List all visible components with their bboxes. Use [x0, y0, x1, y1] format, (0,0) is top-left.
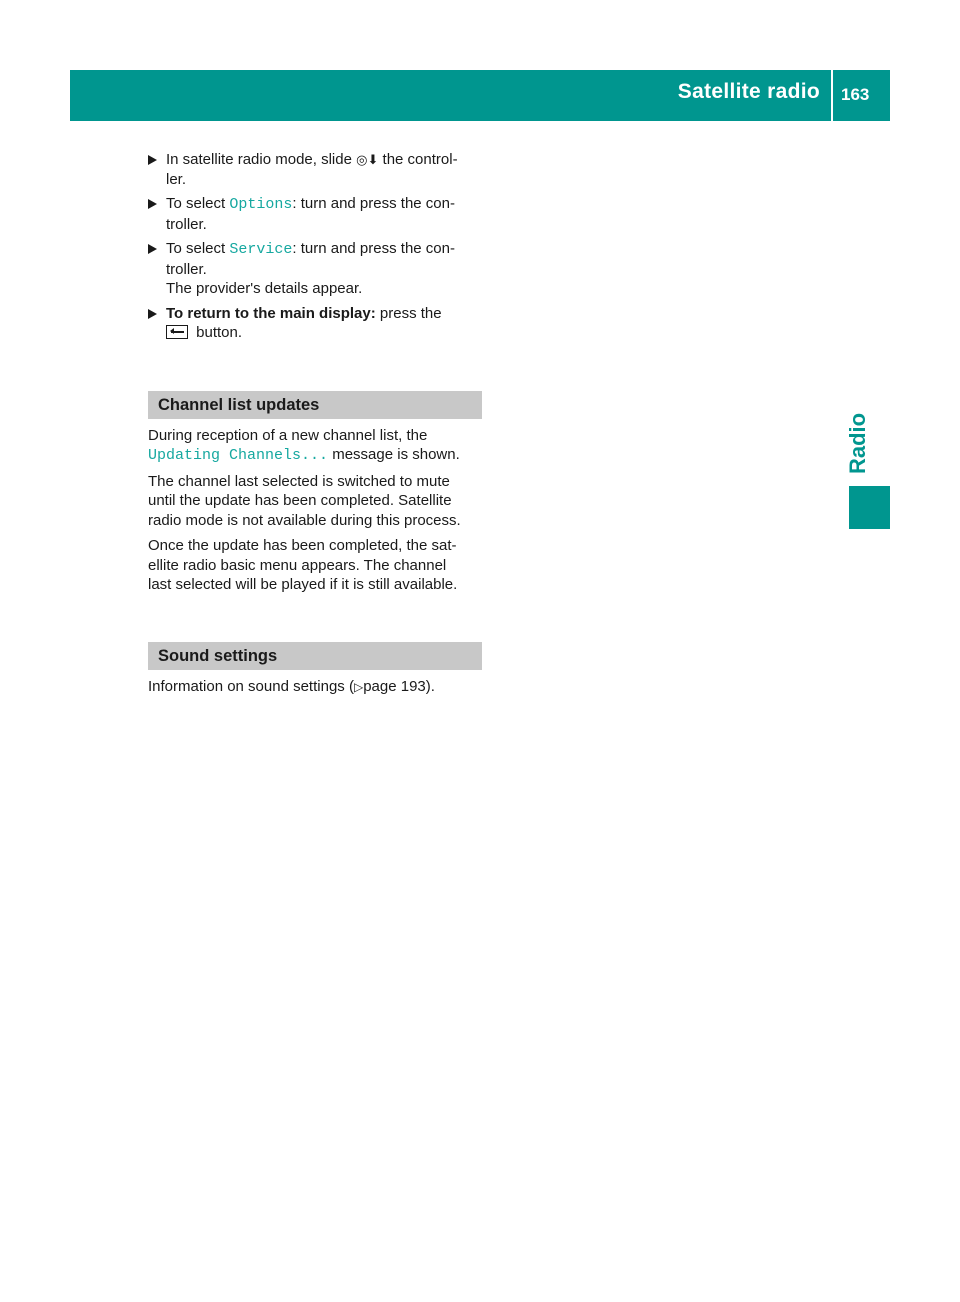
header-bar	[70, 70, 890, 121]
page-reference-link[interactable]: page 193).	[363, 677, 435, 695]
step-arrow-icon	[148, 199, 157, 209]
section-heading-channel-list: Channel list updates	[148, 391, 482, 419]
step-arrow-icon	[148, 155, 157, 165]
step-3	[148, 239, 482, 299]
paragraph	[148, 677, 482, 698]
step-2	[148, 194, 482, 234]
service-menu-item: Service	[229, 241, 293, 258]
step-1-line2: ler.	[166, 170, 187, 188]
section-heading-sound-settings: Sound settings	[148, 642, 482, 670]
side-tab-block	[849, 486, 890, 529]
text: radio mode is not available during this process.	[148, 511, 461, 529]
step-3-result: The provider's details appear.	[166, 280, 363, 297]
text: last selected will be played if it is still available.	[148, 576, 458, 593]
step-4	[148, 304, 482, 343]
step-1-text: In satellite radio mode, slide	[166, 151, 357, 168]
header-divider	[831, 70, 833, 121]
page-number: 163	[841, 85, 870, 104]
step-3-line2: troller.	[166, 260, 207, 278]
step-2-line2: troller.	[166, 215, 207, 233]
back-button-icon	[166, 325, 188, 339]
step-4-line2: button.	[192, 324, 243, 341]
content-column	[148, 150, 482, 703]
text: The channel last selected is switched to mute	[148, 472, 450, 490]
text: until the update has been completed. Satellite	[148, 492, 452, 509]
paragraph	[148, 426, 482, 466]
options-menu-item: Options	[229, 196, 293, 213]
text: During reception of a new channel list, the	[148, 426, 428, 444]
step-3-text: To select	[166, 240, 230, 257]
step-2-text: To select	[166, 195, 230, 212]
page-title: Satellite radio	[677, 80, 820, 103]
step-arrow-icon	[148, 244, 157, 254]
paragraph	[148, 536, 482, 595]
page-reference-icon: ▷	[353, 679, 364, 694]
updating-channels-message: Updating Channels...	[148, 447, 329, 464]
text: ellite radio basic menu appears. The channel	[148, 556, 447, 574]
text: Information on sound settings (	[148, 677, 354, 695]
step-4-text: press the	[375, 304, 442, 322]
text: message is shown.	[328, 446, 460, 463]
step-1	[148, 150, 482, 189]
controller-slide-down-icon: ◎⬇	[356, 152, 379, 167]
step-4-bold: To return to the main display:	[166, 304, 376, 322]
paragraph	[148, 472, 482, 531]
step-3-text-cont: : turn and press the con-	[292, 240, 455, 257]
step-1-text-cont: the control-	[378, 151, 458, 168]
step-2-text-cont: : turn and press the con-	[292, 195, 455, 212]
text: Once the update has been completed, the sat-	[148, 537, 457, 554]
side-tab-label: Radio	[845, 412, 870, 474]
step-arrow-icon	[148, 309, 157, 319]
